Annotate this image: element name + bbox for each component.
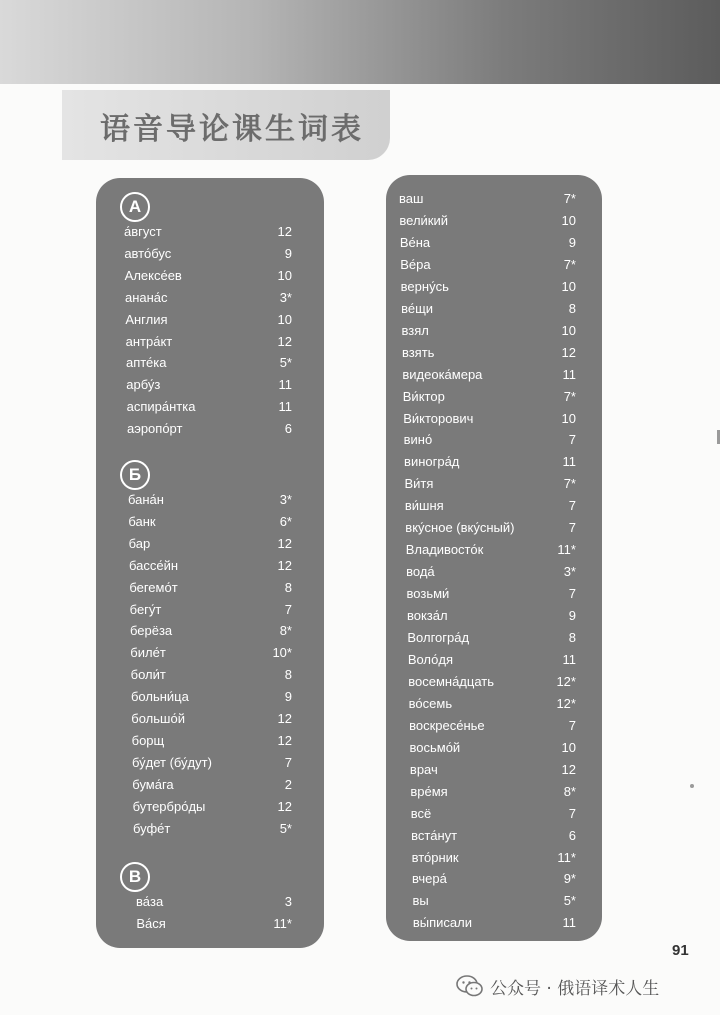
lesson-number: 3 <box>284 894 292 909</box>
lesson-number: 7 <box>568 498 576 514</box>
vocab-entry <box>404 429 576 451</box>
section-letter-badge: А <box>120 192 150 222</box>
vocab-word: аэропо́рт <box>126 421 183 437</box>
vocab-word: бегемо́т <box>129 579 178 595</box>
vocab-entry <box>412 868 576 890</box>
page-number: 91 <box>672 942 689 959</box>
vocab-word: буфе́т <box>132 820 171 836</box>
vocab-word: боли́т <box>130 667 166 683</box>
vocab-entry <box>132 730 292 752</box>
lesson-number: 12 <box>561 761 576 777</box>
lesson-number: 12 <box>277 333 292 349</box>
vocab-word: Англия <box>125 311 168 327</box>
top-banner <box>0 0 720 84</box>
lesson-number: 6* <box>279 513 292 529</box>
vocab-entry <box>400 232 576 254</box>
vocab-entry <box>133 818 292 840</box>
vocab-entry <box>403 386 576 408</box>
vocab-entry <box>127 418 292 440</box>
lesson-number: 11* <box>273 915 292 931</box>
vocab-entry <box>128 511 292 533</box>
lesson-number: 10 <box>277 311 292 327</box>
vocab-entry <box>136 891 292 913</box>
lesson-number: 7* <box>563 256 576 272</box>
lesson-number: 12* <box>556 673 576 689</box>
scan-dot-mark <box>690 784 694 788</box>
lesson-number: 5* <box>279 355 292 371</box>
lesson-number: 8* <box>279 623 292 639</box>
vocab-word: взять <box>401 344 435 360</box>
vocab-word: большо́й <box>131 711 185 726</box>
vocab-word: восьмо́й <box>409 739 461 755</box>
vocab-entry <box>125 287 292 309</box>
lesson-number: 6 <box>568 827 576 843</box>
vocab-entry <box>131 686 292 708</box>
vocab-word: Ве́на <box>399 234 431 250</box>
lesson-number: 9* <box>563 871 576 887</box>
vocab-word: воскресе́нье <box>409 717 485 733</box>
lesson-number: 7 <box>284 601 292 617</box>
vocab-entry <box>410 737 577 759</box>
vocab-word: восемна́дцать <box>408 673 495 689</box>
lesson-number: 10* <box>272 645 292 661</box>
lesson-number: 5* <box>279 820 292 836</box>
vocab-entry <box>408 671 576 693</box>
lesson-number: 12 <box>561 344 576 360</box>
lesson-number: 12* <box>556 695 576 711</box>
vocab-word: банк <box>128 513 156 529</box>
lesson-number: 11* <box>557 542 576 558</box>
vocab-entry <box>124 243 292 265</box>
lesson-number: 8 <box>284 579 292 595</box>
vocab-word: вчера́ <box>412 871 447 887</box>
vocab-entry <box>126 374 292 396</box>
vocab-entry <box>132 774 292 796</box>
vocab-entry <box>125 265 292 287</box>
vocab-entry <box>132 752 292 774</box>
vocab-word: Ви́ктор <box>402 388 445 404</box>
vocab-entry <box>401 276 576 298</box>
lesson-number: 5* <box>563 893 576 909</box>
vocab-word: Воло́дя <box>407 651 454 667</box>
lesson-number: 11 <box>278 399 292 415</box>
lesson-number: 11 <box>562 651 576 667</box>
vocab-word: вода́ <box>406 564 435 580</box>
vocab-word: бума́га <box>132 776 174 792</box>
vocab-entry <box>409 715 576 737</box>
vocab-word: вку́сное (вку́сный) <box>405 520 515 536</box>
lesson-number: 7 <box>568 717 576 733</box>
vocab-entry <box>129 533 292 555</box>
vocab-word: анана́с <box>124 289 168 305</box>
vocab-entry <box>130 620 292 642</box>
lesson-number: 10 <box>277 267 292 283</box>
vocab-entry <box>409 693 576 715</box>
vocab-word: вто́рник <box>411 849 459 865</box>
vocab-word: ваш <box>399 191 424 206</box>
vocab-entry <box>399 188 576 210</box>
lesson-number: 7 <box>568 805 576 821</box>
lesson-number: 9 <box>568 608 576 624</box>
lesson-number: 11 <box>562 454 576 470</box>
vocab-word: Ва́ся <box>136 915 166 931</box>
watermark <box>456 972 659 1000</box>
vocab-entry <box>130 599 292 621</box>
lesson-number: 3* <box>279 492 292 507</box>
vocab-entry <box>126 331 292 353</box>
watermark-text: 公众号 · 俄语译术人生 <box>490 978 660 999</box>
vocab-entry <box>411 825 576 847</box>
vocab-entry <box>127 396 292 418</box>
vocab-word: вы <box>412 893 429 909</box>
lesson-number: 11* <box>557 849 576 865</box>
vocab-entry <box>412 890 576 912</box>
vocab-word: аспира́нтка <box>126 399 196 415</box>
vocab-word: бутербро́ды <box>132 798 206 814</box>
vocab-word: возьми́ <box>406 586 450 602</box>
vocab-word: взял <box>401 322 429 338</box>
vocab-entry <box>412 847 576 869</box>
lesson-number: 10 <box>561 212 576 228</box>
vocab-entry <box>406 561 576 583</box>
vocab-entry <box>402 364 576 386</box>
vocab-word: врач <box>409 761 438 777</box>
lesson-number: 12 <box>277 557 292 573</box>
lesson-number: 12 <box>277 535 292 551</box>
vocab-word: во́семь <box>408 695 453 711</box>
lesson-number: 8 <box>284 667 292 683</box>
vocab-word: бар <box>128 535 151 551</box>
vocab-word: бана́н <box>128 492 164 507</box>
lesson-number: 7* <box>563 388 576 404</box>
lesson-number: 8 <box>568 300 576 316</box>
lesson-number: 10 <box>561 322 576 338</box>
vocab-word: Ви́тя <box>404 476 434 492</box>
vocab-word: авто́бус <box>124 245 172 261</box>
vocab-entry <box>133 796 292 818</box>
lesson-number: 12 <box>277 732 292 748</box>
vocab-entry <box>124 221 292 243</box>
vocab-entry <box>131 664 292 686</box>
section-letter-badge: Б <box>120 460 150 490</box>
vocab-entry <box>126 352 292 374</box>
lesson-number: 12 <box>277 711 292 726</box>
vocabulary-column-left <box>96 178 324 948</box>
lesson-number: 6 <box>284 421 292 437</box>
vocab-word: виногра́д <box>404 454 460 470</box>
vocab-entry <box>413 912 576 934</box>
vocab-entry <box>402 320 576 342</box>
lesson-number: 7 <box>284 754 292 770</box>
vocabulary-column-right <box>386 175 602 941</box>
vocab-entry <box>125 309 292 331</box>
vocab-word: бегу́т <box>129 601 162 617</box>
vocab-entry <box>128 489 292 511</box>
lesson-number: 9 <box>284 245 292 261</box>
vocab-entry <box>405 495 576 517</box>
vocab-word: ви́шня <box>404 498 444 514</box>
lesson-number: 7 <box>568 520 576 536</box>
lesson-number: 7* <box>563 191 576 206</box>
lesson-number: 12 <box>277 798 292 814</box>
vocab-entry <box>130 642 292 664</box>
vocab-entry <box>131 708 292 730</box>
lesson-number: 10 <box>561 278 576 294</box>
lesson-number: 12 <box>277 224 292 239</box>
vocab-entry <box>408 649 576 671</box>
lesson-number: 11 <box>562 366 576 382</box>
vocab-word: вино́ <box>403 432 433 448</box>
lesson-number: 11 <box>278 377 292 393</box>
lesson-number: 2 <box>284 776 292 792</box>
lesson-number: 7 <box>568 432 576 448</box>
vocab-word: борщ <box>131 732 165 748</box>
vocab-word: вста́нут <box>411 827 458 843</box>
lesson-number: 9 <box>568 234 576 250</box>
vocab-entry <box>410 781 576 803</box>
vocab-word: бассе́йн <box>128 557 179 573</box>
vocab-word: апте́ка <box>125 355 167 371</box>
lesson-number: 3* <box>563 564 576 580</box>
vocab-word: а́вгуст <box>124 224 162 239</box>
vocab-entry <box>407 583 576 605</box>
vocab-word: Волгогра́д <box>407 630 470 645</box>
lesson-number: 11 <box>562 915 576 931</box>
vocab-word: вели́кий <box>399 212 449 228</box>
vocab-entry <box>129 555 292 577</box>
vocab-word: вре́мя <box>410 783 448 799</box>
vocab-entry <box>402 342 576 364</box>
vocab-entry <box>136 913 292 935</box>
vocab-word: Ви́кторович <box>403 410 474 426</box>
vocab-entry <box>404 451 576 473</box>
vocab-word: бу́дет (бу́дут) <box>131 754 212 770</box>
vocab-word: верну́сь <box>400 278 449 294</box>
vocab-entry <box>129 577 292 599</box>
vocab-word: всё <box>410 805 432 821</box>
vocab-word: видеока́мера <box>402 366 483 382</box>
wechat-icon <box>456 975 484 997</box>
vocab-entry <box>403 408 576 430</box>
vocab-entry <box>399 210 576 232</box>
vocab-word: берёза <box>129 623 173 639</box>
vocab-word: Ве́ра <box>400 256 431 272</box>
vocab-word: арбу́з <box>126 377 161 393</box>
vocab-word: антра́кт <box>125 333 173 349</box>
vocab-word: ва́за <box>136 894 164 909</box>
vocab-word: биле́т <box>130 645 166 661</box>
vocab-word: Алексе́ев <box>124 267 182 283</box>
vocab-word: вокза́л <box>406 608 448 624</box>
lesson-number: 7* <box>563 476 576 492</box>
vocab-word: Владивосто́к <box>405 542 484 558</box>
vocab-entry <box>406 539 576 561</box>
vocab-entry <box>407 627 576 649</box>
vocab-entry <box>410 759 576 781</box>
lesson-number: 3* <box>279 289 292 305</box>
vocab-word: больни́ца <box>130 689 189 705</box>
vocab-word: вы́писали <box>412 915 472 931</box>
vocab-entry <box>401 298 576 320</box>
vocab-entry <box>407 605 576 627</box>
section-letter-badge: В <box>120 862 150 892</box>
vocab-entry <box>411 803 576 825</box>
lesson-number: 7 <box>568 586 576 602</box>
lesson-number: 8 <box>568 630 576 645</box>
lesson-number: 9 <box>284 689 292 705</box>
vocab-entry <box>405 517 576 539</box>
vocab-word: ве́щи <box>401 300 434 316</box>
page-title: 语音导论课生词表 <box>100 112 364 147</box>
lesson-number: 10 <box>561 410 576 426</box>
lesson-number: 8* <box>563 783 576 799</box>
vocab-entry <box>400 254 576 276</box>
vocab-entry <box>404 473 576 495</box>
lesson-number: 10 <box>561 739 576 755</box>
